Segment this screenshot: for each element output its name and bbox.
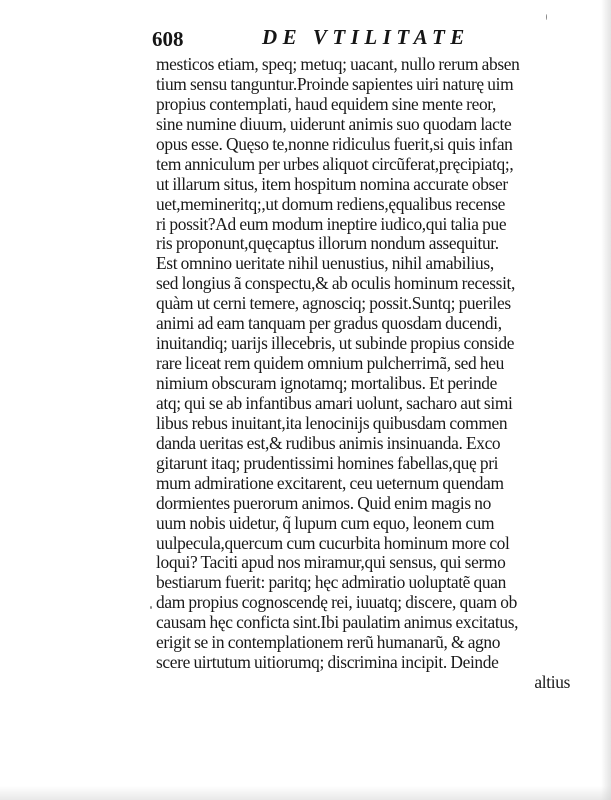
- text-line: ut illarum situs, item hospitum nomina accurate obser: [156, 173, 508, 194]
- text-line: mum admiratione excitarent, ceu ueternum quendam: [156, 472, 504, 493]
- text-line: atq; qui se ab infantibus amari uolunt, sacharo aut simi: [156, 392, 513, 413]
- text-line: ri possit?Ad eum modum ineptire iudico,qui talia pue: [156, 213, 507, 234]
- text-line: opus esse. Quęso te,nonne ridiculus fuerit,si quis infan: [156, 133, 513, 154]
- text-line: erigit se in contemplationem rerũ humanarũ, & agno: [156, 632, 501, 653]
- page-bottom-shade: [0, 786, 611, 800]
- page-number: 608: [152, 27, 184, 51]
- text-line: tium sensu tanguntur.Proinde sapientes uiri naturę uim: [156, 73, 514, 94]
- text-line: ris proponunt,quęcaptus illorum nondum assequitur.: [156, 233, 499, 254]
- text-line: nimium obscuram ignotamq; mortalibus. Et perinde: [156, 373, 498, 393]
- ink-speck: [546, 14, 547, 20]
- text-line: Est omnino ueritate nihil uenustius, nihil amabilius,: [156, 253, 494, 274]
- text-line: inuitandiq; uarijs illecebris, ut subinde propius conside: [156, 333, 515, 354]
- text-line: mesticos etiam, speq; metuq; uacant, nullo rerum absen: [156, 54, 520, 74]
- catchword: altius: [534, 672, 570, 693]
- text-line: uet,memineritq;,ut domum rediens,ęqualibus recense: [156, 193, 505, 214]
- text-line: tem anniculum per urbes aliquot circũferat,pręcipiatq;,: [156, 153, 514, 174]
- running-title: DE VTILITATE: [262, 25, 470, 49]
- text-line: dam propius cognoscendę rei, iuuatq; discere, quam ob: [156, 592, 517, 613]
- text-line: sine numine diuum, uiderunt animis suo quodam lacte: [156, 113, 512, 134]
- text-line: loqui? Taciti apud nos miramur,qui sensus, qui sermo: [156, 552, 506, 573]
- text-line: libus rebus inuitant,ita lenocinijs quibusdam commen: [156, 412, 508, 433]
- text-line: dormientes puerorum animos. Quid enim magis no: [156, 492, 491, 513]
- text-line: propius contemplati, haud equidem sine mente reor,: [156, 93, 497, 114]
- body-text: [156, 55, 576, 693]
- text-line: sed longius ã conspectu,& ab oculis hominum recessit,: [156, 273, 516, 294]
- text-line: scere uirtutum uitiorumq; discrimina incipit. Deinde: [156, 652, 499, 673]
- text-line: danda ueritas est,& rudibus animis insinuanda. Exco: [156, 432, 501, 453]
- text-line: uum nobis uidetur, q̃ lupum cum equo, leonem cum: [156, 512, 495, 533]
- text-line: bestiarum fuerit: paritq; hęc admiratio uoluptatẽ quan: [156, 572, 506, 593]
- text-line: causam hęc conficta sint.Ibi paulatim animus excitatus,: [156, 612, 519, 633]
- text-line: quàm ut cerni temere, agnosciq; possit.Suntq; pueriles: [156, 293, 511, 314]
- text-line: rare liceat rem quidem omnium pulcherrimã, sed heu: [156, 353, 504, 374]
- text-line: animi ad eam tanquam per gradus quosdam ducendi,: [156, 313, 502, 334]
- text-line: gitarunt itaq; prudentissimi homines fabellas,quę pri: [156, 452, 499, 473]
- page-edge-shadow: [601, 0, 611, 800]
- ink-speck: [150, 606, 152, 609]
- text-line: uulpecula,quercum cum cucurbita hominum more col: [156, 532, 510, 553]
